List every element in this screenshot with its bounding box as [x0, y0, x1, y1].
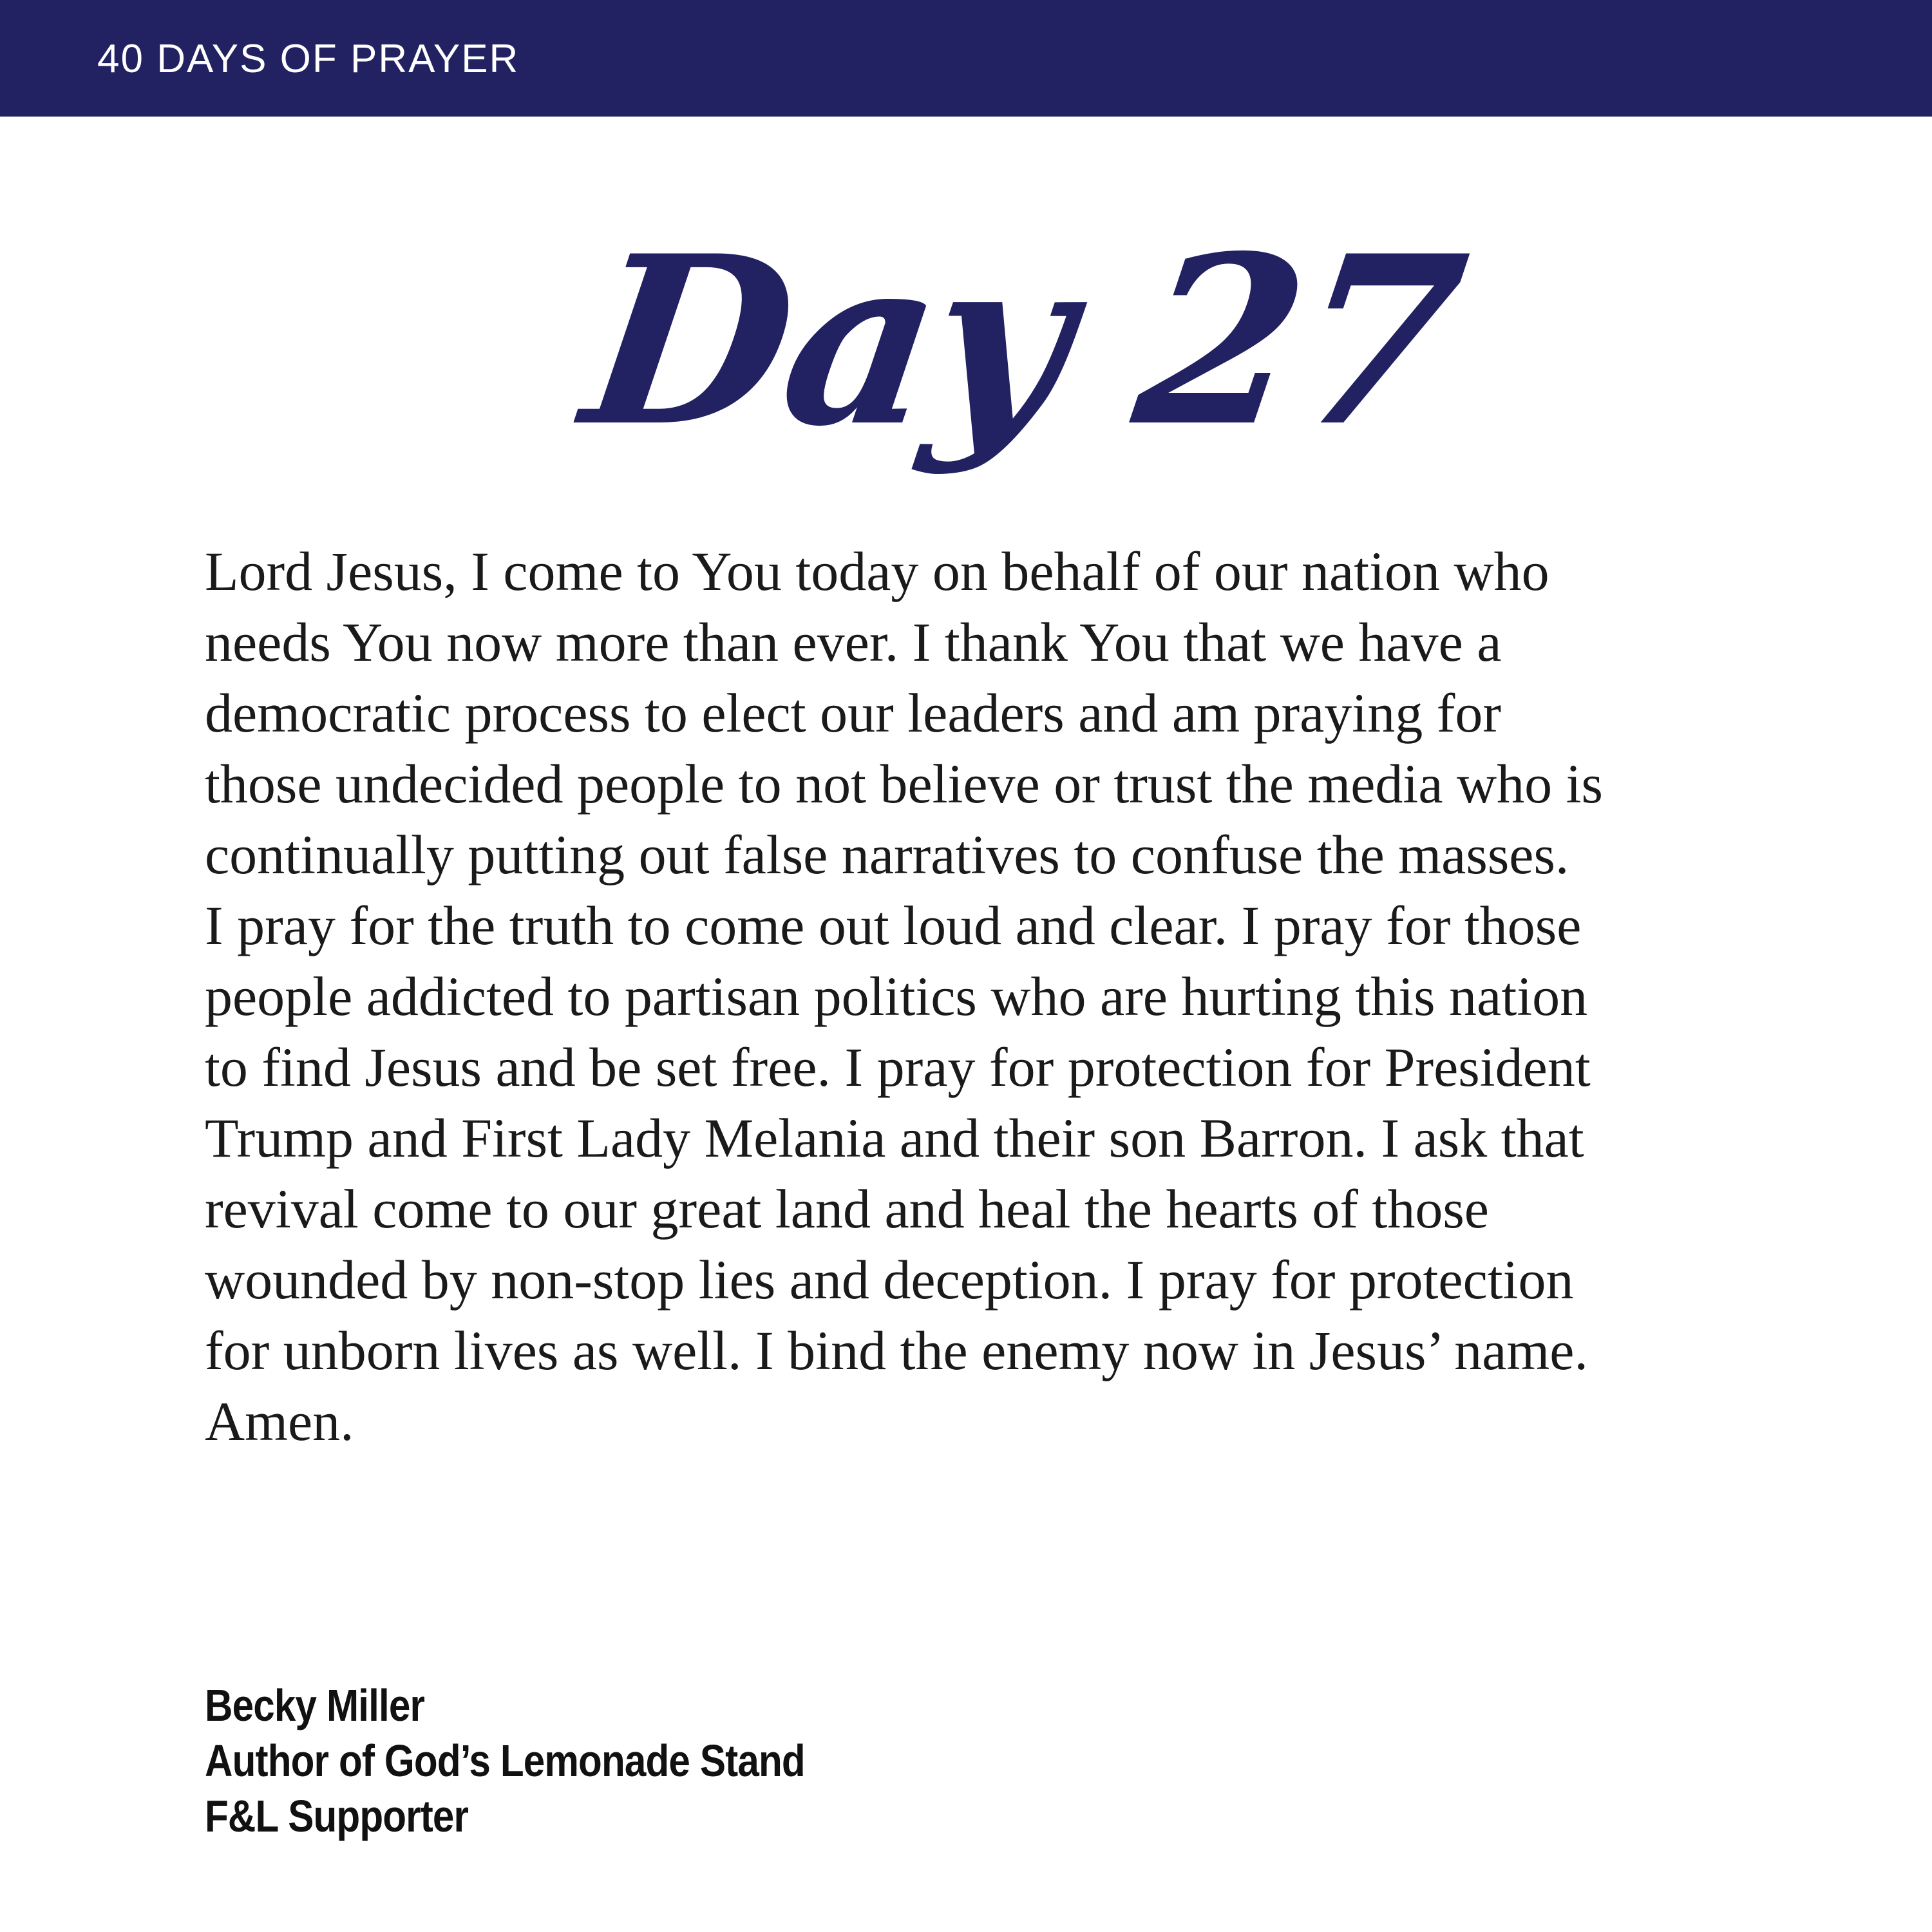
day-title: Day 27	[571, 205, 1476, 477]
signature-block	[205, 1678, 805, 1844]
prayer-line: wounded by non-stop lies and deception. I pray for protection	[205, 1249, 1574, 1311]
prayer-line: revival come to our great land and heal the hearts of those	[205, 1178, 1489, 1240]
prayer-line: Amen.	[205, 1390, 354, 1452]
prayer-line: those undecided people to not believe or trust the media who is	[205, 753, 1603, 815]
prayer-line: I pray for the truth to come out loud and clear. I pray for those	[205, 895, 1582, 956]
prayer-line: people addicted to partisan politics who are hurting this nation	[205, 965, 1588, 1027]
prayer-line: Trump and First Lady Melania and their son Barron. I ask that	[205, 1107, 1584, 1169]
prayer-line: for unborn lives as well. I bind the enemy now in Jesus’ name.	[205, 1320, 1588, 1381]
prayer-line: democratic process to elect our leaders and am praying for	[205, 682, 1501, 744]
prayer-line: to find Jesus and be set free. I pray for protection for President	[205, 1036, 1591, 1098]
author-role: Author of God’s Lemonade Stand	[205, 1736, 805, 1786]
prayer-line: Lord Jesus, I come to You today on behalf of our nation who	[205, 540, 1549, 602]
prayer-line: continually putting out false narratives to confuse the masses.	[205, 824, 1569, 886]
author-name: Becky Miller	[205, 1680, 425, 1730]
top-banner	[0, 0, 1932, 117]
prayer-text	[205, 536, 1776, 1457]
prayer-line: needs You now more than ever. I thank You that we have a	[205, 611, 1502, 673]
author-affiliation: F&L Supporter	[205, 1791, 469, 1841]
series-title: 40 DAYS OF PRAYER	[97, 37, 520, 81]
